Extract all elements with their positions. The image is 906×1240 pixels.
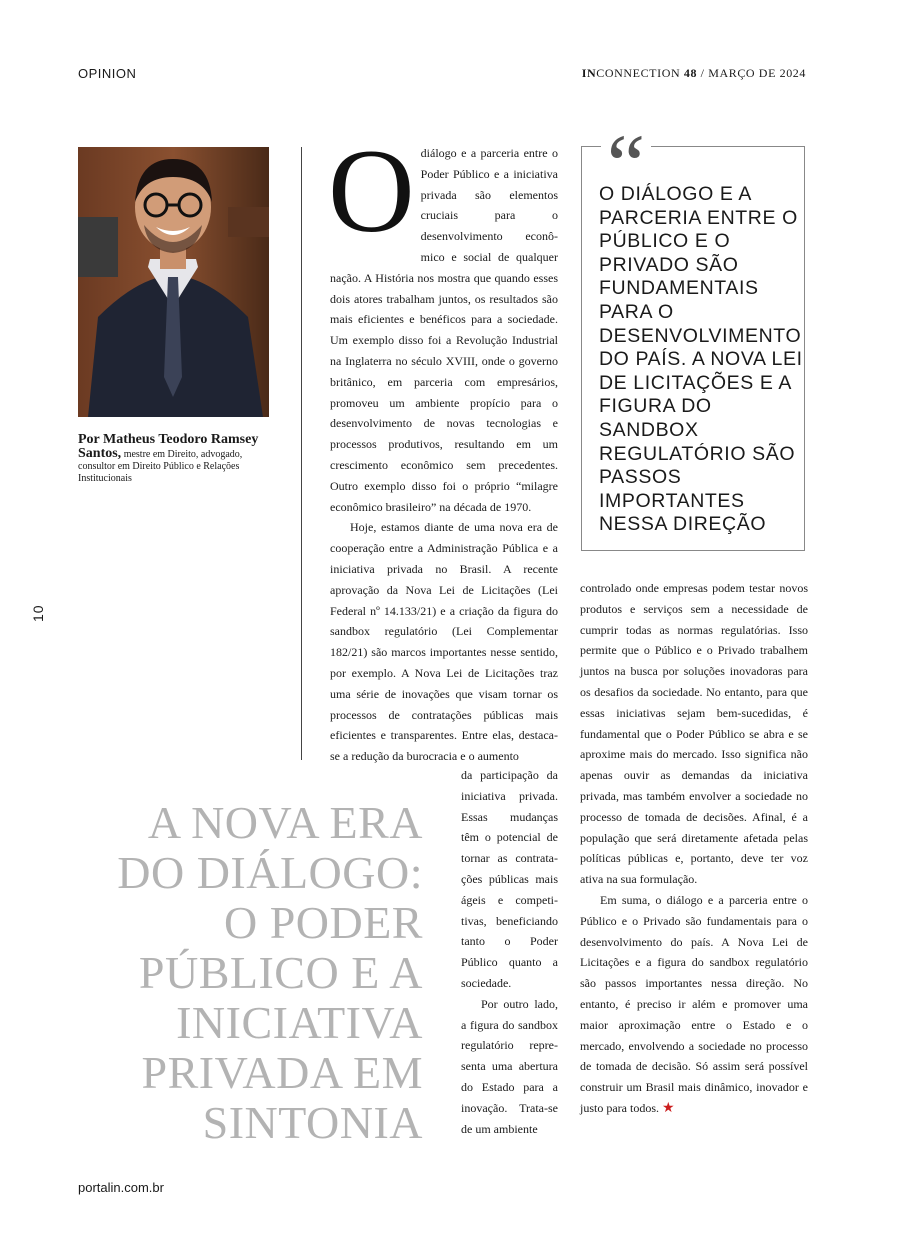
article-paragraph-4 bbox=[580, 890, 808, 1120]
headline-line: A NOVA ERA bbox=[147, 797, 423, 848]
author-photo-illustration bbox=[78, 147, 269, 417]
end-mark-icon: ★ bbox=[662, 1100, 675, 1116]
drop-cap: O bbox=[328, 124, 415, 257]
page-number-text: 10 bbox=[30, 604, 46, 622]
magazine-brand-in: IN bbox=[581, 66, 597, 80]
headline-line: O PODER bbox=[223, 897, 423, 948]
headline-line: PRIVADA EM bbox=[141, 1047, 423, 1098]
article-paragraph-3-continued: controlado onde empresas podem testar novos produtos e serviços sem a necessidade de cumprir todas as normas regulatórias. Isso permite que o Público e o Privado trabalhem juntos na busca por soluções inovadoras para os desafios da sociedade. No entanto, para que essas iniciativas sejam bem-sucedidas, é fundamental que o Poder Público se abra e se aproxime mais do mercado. Isso significa não apenas ouvir as demandas da iniciativa privada, mas também envolver a sociedade no processo de tomada de decisões. Afinal, é a população que será diretamente afetada pelas políticas públicas e, portanto, deve ter voz ativa na sua formulação. bbox=[580, 581, 808, 887]
quote-mark-glyph: “ bbox=[606, 116, 646, 212]
issue-number: 48 bbox=[683, 66, 698, 80]
author-description: mestre em Direito, advogado, consultor em Direito Público e Relações Institucionais bbox=[78, 449, 243, 484]
headline-line: SINTONIA bbox=[202, 1097, 423, 1148]
page-number bbox=[28, 604, 48, 634]
article-column-3 bbox=[580, 578, 808, 1120]
magazine-header bbox=[582, 66, 806, 81]
magazine-brand-rest: CONNECTION bbox=[596, 66, 681, 80]
article-column-2 bbox=[461, 765, 558, 1139]
author-name: Por Matheus Teodoro Ramsey Santos, bbox=[78, 432, 259, 461]
footer-url: portalin.com.br bbox=[78, 1180, 164, 1195]
headline-line: PÚBLICO E A bbox=[138, 947, 423, 998]
article-column-1 bbox=[328, 124, 558, 767]
headline-line: INICIATIVA bbox=[176, 997, 423, 1048]
pull-quote-text: O DIÁLOGO E A PARCERIA ENTRE O PÚBLICO E O PRIVADO SÃO FUNDAMENTAIS PARA O DESENVOLVIMENTO DO PAÍS. A NOVA LEI DE LICITAÇÕES E A FIGURA DO SANDBOX REGULATÓRIO SÃO PASSOS IMPORTANTES NESSA DIREÇÃO bbox=[599, 183, 803, 536]
article-paragraph-3: Por outro lado, a figura do sandbox regulatório representa uma abertura do Estado para a inovação. Trata-se de um ambiente bbox=[461, 996, 558, 1136]
issue-date: / MARÇO DE 2024 bbox=[700, 66, 806, 80]
column-divider bbox=[301, 147, 302, 760]
section-label: OPINION bbox=[78, 66, 137, 81]
author-byline bbox=[78, 433, 278, 485]
article-paragraph-2-continued: da participação da iniciativa privada. Essas mudanças têm o potencial de tornar as contratações públicas mais ágeis e competitivas, beneficiando tanto o Poder Público quanto a sociedade. bbox=[461, 768, 558, 990]
article-headline bbox=[78, 798, 423, 1148]
article-paragraph-4-text: Em suma, o diálogo e a parceria entre o Público e o Privado são fundamentais para o desenvolvimento do país. A Nova Lei de Licitações e a figura do sandbox regulatório são passos importantes nessa direção. No entanto, é preciso ir além e promover uma maior aproximação entre o Estado e o mercado, envolvendo a sociedade no processo de tomada de decisão. Só assim será possível construir um Brasil mais dinâmico, inovador e justo para todos. bbox=[580, 892, 808, 1115]
quote-mark-icon bbox=[601, 116, 651, 212]
article-paragraph-2: Hoje, estamos diante de uma nova era de cooperação entre a Administração Pública e a iniciativa privada no Brasil. A recente aprovação da Nova Lei de Licitações (Lei Federal nº 14.133/21) e a criação da figura do sandbox regulatório (Lei Complementar 182/21) são marcos importantes nesse sentido, por exemplo. A Nova Lei de Licitações traz uma série de inovações que visam tornar os processos de contratações públicas mais eficientes e transparentes. Entre elas, destaca-se a redução da burocracia e o aumento bbox=[330, 520, 558, 764]
headline-line: DO DIÁLOGO: bbox=[117, 847, 423, 898]
article-paragraph-1: diálogo e a parceria entre o Poder Público e a iniciativa privada são elementos cruciais para o desenvolvimento econômico e social de qualquer nação. A História nos mostra que quando esses dois atores trabalham juntos, os resultados são mais eficientes e benéficos para a sociedade. Um exemplo disso foi a Revolução Industrial na Inglaterra no século XVIII, onde o governo britânico, em parceria com empresários, promoveu um ambiente propício para o desenvolvimento de novas tecnologias e processos produtivos, resultando em um crescimento econômico sem precedentes. Outro exemplo disso foi o próprio “milagre econômico brasileiro” na década de 1970. bbox=[330, 146, 558, 514]
author-photo bbox=[78, 147, 269, 417]
